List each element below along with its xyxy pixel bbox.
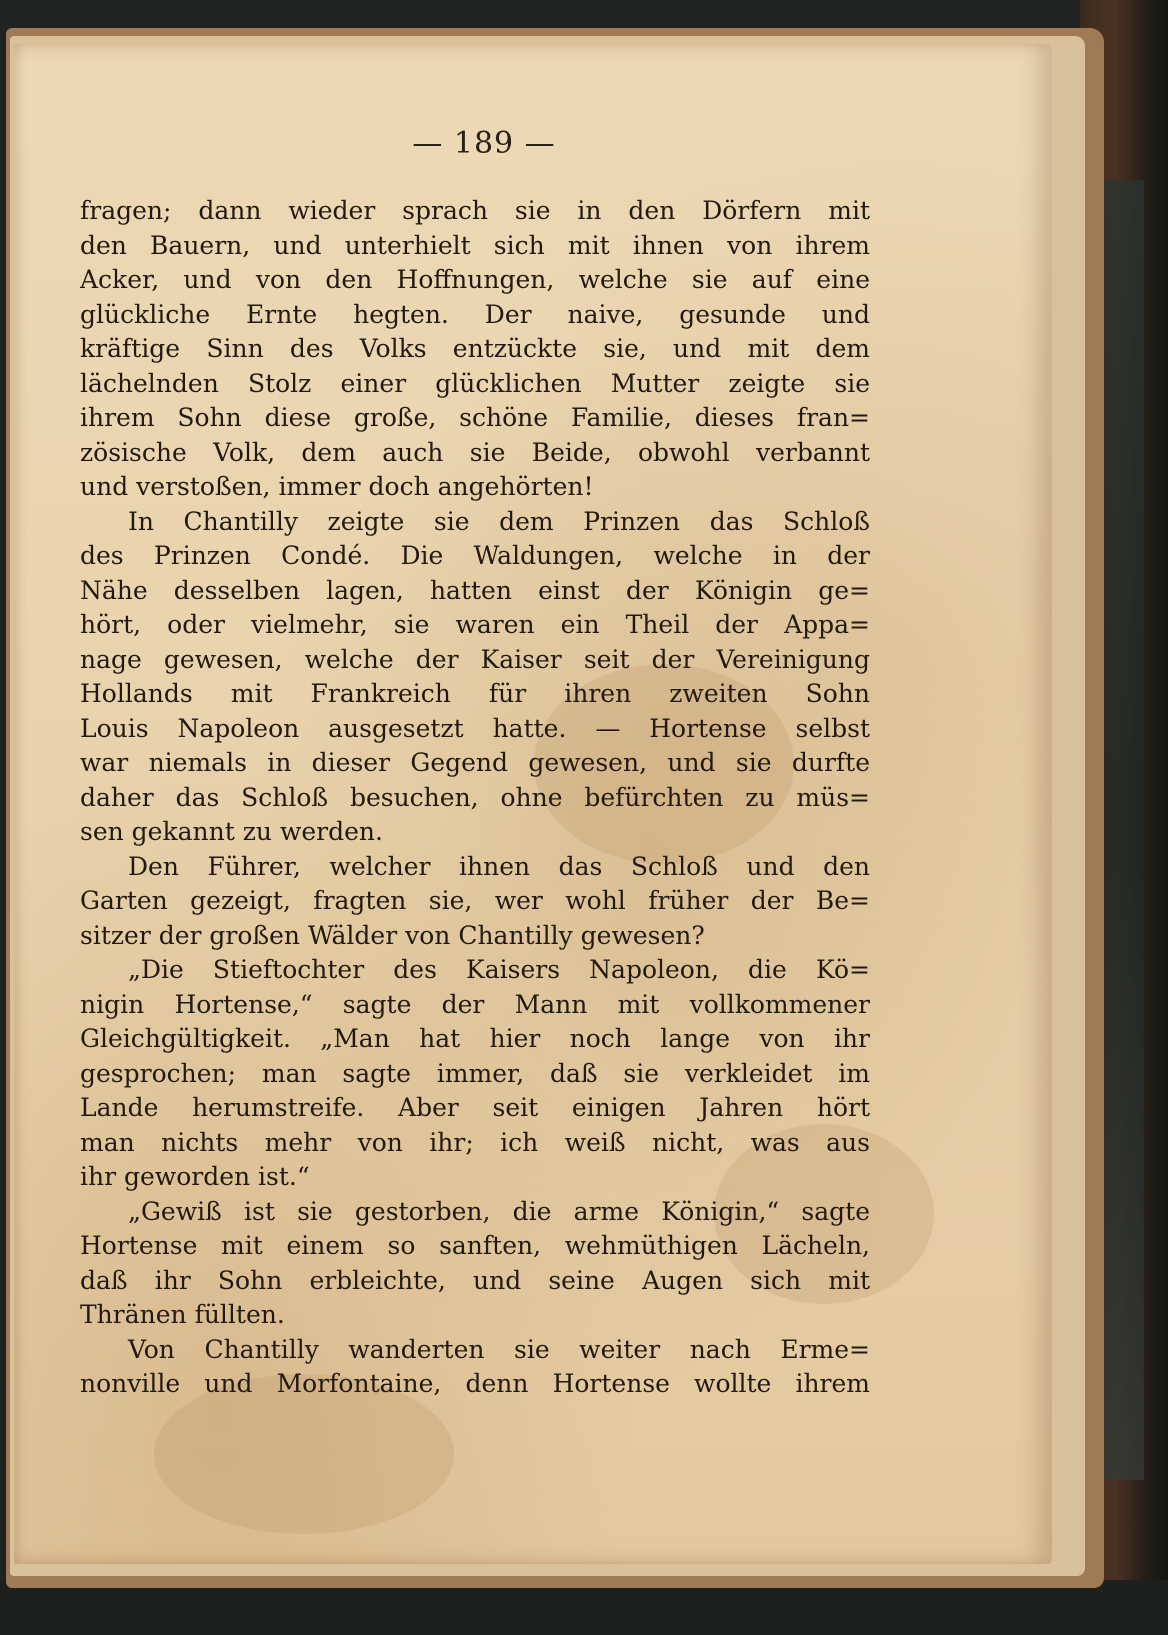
- text-line: ihrem Sohn diese große, schöne Familie, dieses fran=: [80, 403, 870, 432]
- text-line: Garten gezeigt, fragten sie, wer wohl früher der Be=: [80, 886, 870, 915]
- text-line: nage gewesen, welche der Kaiser seit der Vereinigung: [80, 644, 870, 674]
- text-line: fragen; dann wieder sprach sie in den Dörfern mit: [80, 196, 870, 225]
- text-line: ihr geworden ist.“: [80, 1162, 310, 1191]
- text-line: nigin Hortense,“ sagte der Mann mit vollkommener: [80, 989, 870, 1019]
- book-page: [14, 44, 1052, 1564]
- text-line: Gleichgültigkeit. „Man hat hier noch lange von ihr: [80, 1024, 870, 1053]
- text-line: war niemals in dieser Gegend gewesen, und sie durfte: [80, 748, 870, 777]
- page-number: — 189 —: [412, 126, 556, 161]
- text-line: Lande herumstreife. Aber seit einigen Jahren hört: [80, 1093, 870, 1122]
- scan-bottom-edge: [0, 1580, 1168, 1635]
- text-line: Den Führer, welcher ihnen das Schloß und den: [128, 851, 870, 881]
- text-line: Hollands mit Frankreich für ihren zweiten Sohn: [80, 679, 870, 708]
- text-line: „Gewiß ist sie gestorben, die arme Königin,“ sagte: [128, 1196, 870, 1226]
- text-line: kräftige Sinn des Volks entzückte sie, und mit dem: [80, 334, 870, 363]
- cover-wear: [1104, 180, 1144, 1480]
- text-line: den Bauern, und unterhielt sich mit ihnen von ihrem: [80, 230, 870, 260]
- scan-top-edge: [0, 0, 1168, 30]
- text-line: „Die Stieftochter des Kaisers Napoleon, die Kö=: [128, 955, 870, 984]
- text-line: und verstoßen, immer doch angehörten!: [80, 472, 594, 501]
- text-line: daher das Schloß besuchen, ohne befürchten zu müs=: [80, 782, 870, 812]
- text-line: In Chantilly zeigte sie dem Prinzen das Schloß: [128, 506, 870, 536]
- text-line: nonville und Morfontaine, denn Hortense wollte ihrem: [80, 1369, 870, 1398]
- text-line: man nichts mehr von ihr; ich weiß nicht, was aus: [80, 1127, 870, 1157]
- text-line: Thränen füllten.: [80, 1300, 285, 1329]
- text-line: Louis Napoleon ausgesetzt hatte. — Hortense selbst: [80, 713, 870, 743]
- text-line: Nähe desselben lagen, hatten einst der Königin ge=: [80, 575, 870, 605]
- text-line: zösische Volk, dem auch sie Beide, obwohl verbannt: [80, 437, 870, 467]
- text-line: glückliche Ernte hegten. Der naive, gesunde und: [80, 299, 870, 329]
- body-text: [80, 194, 870, 1402]
- text-line: sitzer der großen Wälder von Chantilly gewesen?: [80, 920, 705, 950]
- text-line: gesprochen; man sagte immer, daß sie verkleidet im: [80, 1058, 870, 1088]
- text-line: hört, oder vielmehr, sie waren ein Theil der Appa=: [80, 610, 870, 639]
- text-line: Acker, und von den Hoffnungen, welche sie auf eine: [80, 265, 870, 294]
- text-line: sen gekannt zu werden.: [80, 817, 383, 846]
- text-line: des Prinzen Condé. Die Waldungen, welche in der: [80, 541, 870, 570]
- text-line: lächelnden Stolz einer glücklichen Mutter zeigte sie: [80, 368, 870, 398]
- text-line: daß ihr Sohn erbleichte, und seine Augen sich mit: [80, 1265, 870, 1295]
- text-line: Von Chantilly wanderten sie weiter nach Erme=: [128, 1334, 870, 1364]
- text-line: Hortense mit einem so sanften, wehmüthigen Lächeln,: [80, 1231, 870, 1260]
